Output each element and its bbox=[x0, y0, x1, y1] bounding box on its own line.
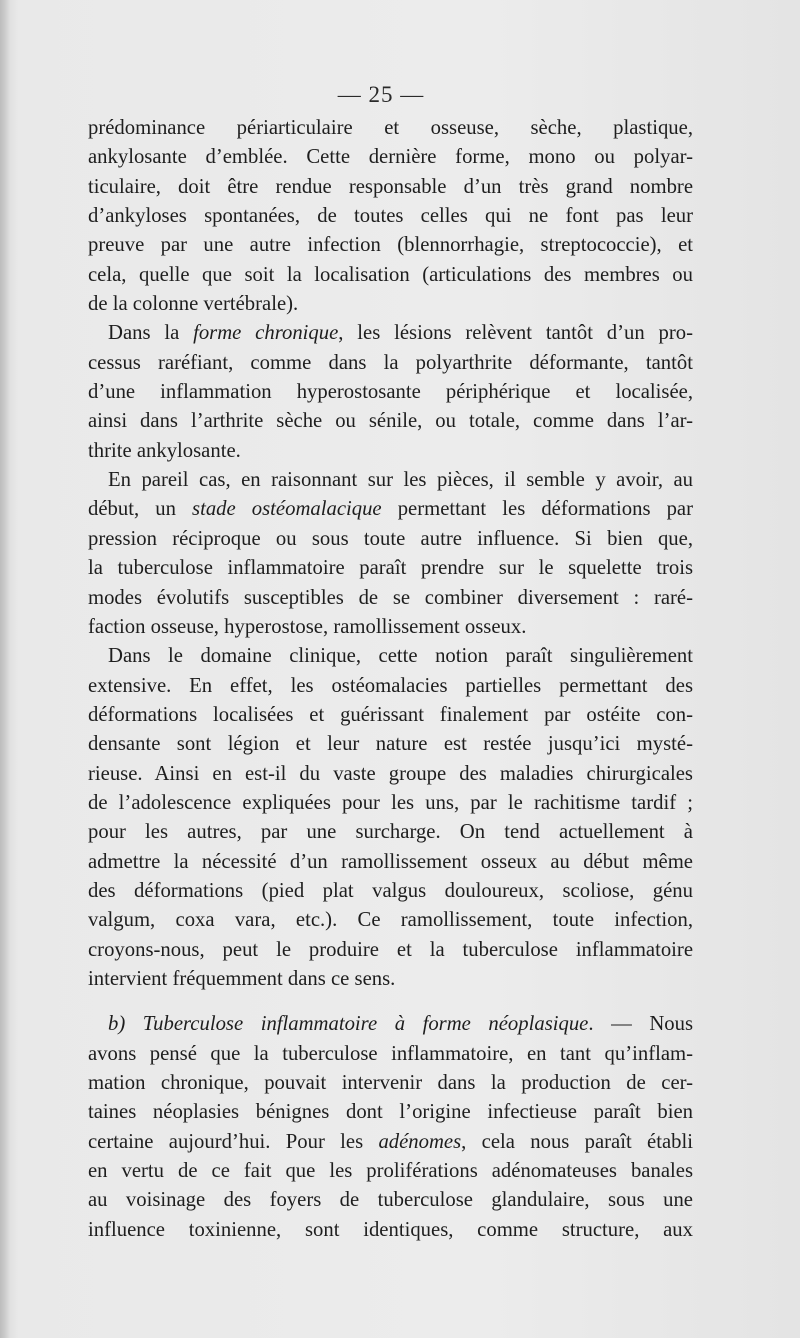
paragraph-2 bbox=[88, 319, 693, 466]
text-run: certaine aujourd’hui. Pour les bbox=[88, 1130, 379, 1153]
text-line: des déformations (pied plat valgus douloureux, scoliose, génu bbox=[88, 879, 693, 902]
text-line: intervient fréquemment dans ce sens. bbox=[88, 967, 396, 990]
text-line: admettre la nécessité d’un ramollissement osseux au début même bbox=[88, 850, 693, 873]
text-run: , les lésions relèvent tantôt d’un pro- bbox=[338, 322, 693, 345]
section-title: Tuberculose inflammatoire à forme néoplasique bbox=[142, 1013, 589, 1036]
section-heading-line bbox=[88, 1010, 693, 1039]
text-line: modes évolutifs susceptibles de se combiner diversement : raré- bbox=[88, 586, 693, 609]
text-line: pour les autres, par une surcharge. On tend actuellement à bbox=[88, 821, 693, 844]
text-line: ticulaire, doit être rendue responsable d’un très grand nombre bbox=[88, 175, 693, 198]
text-line: pression réciproque ou sous toute autre influence. Si bien que, bbox=[88, 527, 693, 550]
text-line: prédominance périarticulaire et osseuse, sèche, plastique, bbox=[88, 117, 693, 139]
italic-term: forme chronique bbox=[193, 322, 339, 345]
text-line: rieuse. Ainsi en est-il du vaste groupe des maladies chirurgicales bbox=[88, 762, 693, 785]
text-run: . — Nous bbox=[588, 1013, 694, 1036]
text-run: , cela nous paraît établi bbox=[461, 1130, 693, 1153]
page-number: — 25 — bbox=[337, 82, 425, 107]
paragraph-3 bbox=[88, 466, 693, 642]
text-line: au voisinage des foyers de tuberculose glandulaire, sous une bbox=[88, 1189, 693, 1212]
text-line bbox=[88, 495, 693, 524]
text-run: permettant les déformations par bbox=[381, 498, 693, 521]
text-line: ankylosante d’emblée. Cette dernière forme, mono ou polyar- bbox=[88, 146, 693, 169]
text-line: de la colonne vertébrale). bbox=[88, 293, 299, 316]
text-line: déformations localisées et guérissant finalement par ostéite con- bbox=[88, 703, 693, 726]
paragraph-4 bbox=[88, 642, 693, 994]
body-text bbox=[88, 114, 693, 1245]
text-line bbox=[88, 1128, 693, 1157]
text-line: taines néoplasies bénignes dont l’origine infectieuse paraît bien bbox=[88, 1101, 693, 1124]
text-line: mation chronique, pouvait intervenir dans la production de cer- bbox=[88, 1072, 693, 1094]
text-line: extensive. En effet, les ostéomalacies partielles permettant des bbox=[88, 674, 693, 697]
text-line: la tuberculose inflammatoire paraît prendre sur le squelette trois bbox=[88, 557, 693, 580]
text-line: Dans le domaine clinique, cette notion paraît singulièrement bbox=[108, 645, 693, 668]
text-line: ainsi dans l’arthrite sèche ou sénile, ou totale, comme dans l’ar- bbox=[88, 410, 693, 433]
text-line bbox=[88, 319, 693, 348]
text-line: influence toxinienne, sont identiques, comme structure, aux bbox=[88, 1218, 693, 1241]
text-line: avons pensé que la tuberculose inflammatoire, en tant qu’inflam- bbox=[88, 1042, 693, 1065]
text-line: faction osseuse, hyperostose, ramollissement osseux. bbox=[88, 615, 527, 638]
italic-term: stade ostéomalacique bbox=[192, 498, 382, 521]
text-line: d’une inflammation hyperostosante périphérique et localisée, bbox=[88, 381, 693, 404]
text-line: en vertu de ce fait que les proliférations adénomateuses banales bbox=[88, 1160, 693, 1183]
text-run: Dans la bbox=[108, 322, 194, 345]
text-line: preuve par une autre infection (blennorrhagie, streptococcie), et bbox=[88, 234, 693, 257]
text-line: thrite ankylosante. bbox=[88, 439, 241, 462]
text-line: En pareil cas, en raisonnant sur les pièces, il semble y avoir, au bbox=[108, 469, 693, 492]
section-gap bbox=[88, 994, 693, 1010]
page-edge-shadow bbox=[0, 0, 10, 1338]
text-line: de l’adolescence expliquées pour les uns, par le rachitisme tardif ; bbox=[88, 791, 693, 814]
text-line: cela, quelle que soit la localisation (articulations des membres ou bbox=[88, 263, 693, 286]
text-line: d’ankyloses spontanées, de toutes celles qui ne font pas leur bbox=[88, 205, 693, 228]
italic-term: adénomes bbox=[378, 1130, 462, 1153]
text-line: valgum, coxa vara, etc.). Ce ramollissement, toute infection, bbox=[88, 909, 693, 932]
text-line: croyons-nous, peut le produire et la tuberculose inflammatoire bbox=[88, 938, 693, 961]
section-label: b) bbox=[108, 1013, 143, 1036]
text-run: début, un bbox=[88, 498, 193, 521]
paragraph-5 bbox=[88, 1010, 693, 1245]
paragraph-1 bbox=[88, 114, 693, 319]
text-line: densante sont légion et leur nature est restée jusqu’ici mysté- bbox=[88, 733, 693, 756]
text-line: cessus raréfiant, comme dans la polyarthrite déformante, tantôt bbox=[88, 351, 693, 374]
